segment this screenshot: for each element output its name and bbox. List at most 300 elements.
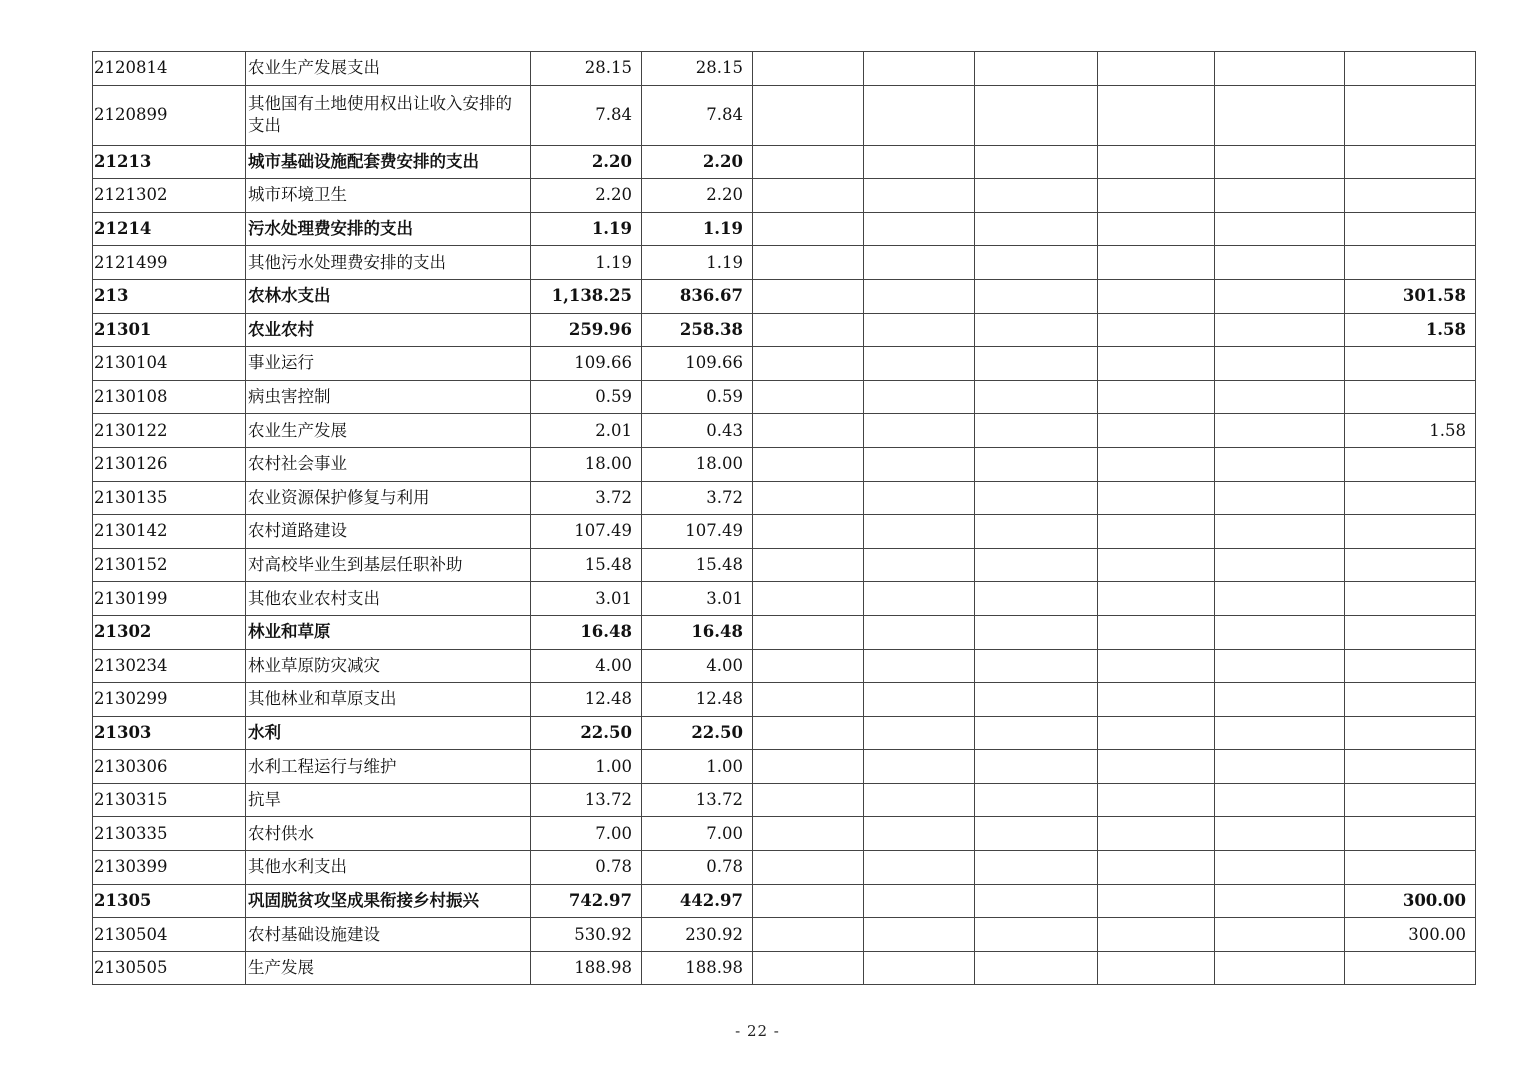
amount-cell-6 [1098,246,1215,280]
amount-cell-3 [753,582,864,616]
amount-cell-4 [864,515,975,549]
amount-cell-1: 530.92 [531,918,642,952]
amount-cell-8 [1345,380,1476,414]
amount-cell-7 [1215,716,1345,750]
name-cell: 抗旱 [246,783,531,817]
amount-cell-5 [975,884,1098,918]
amount-cell-8 [1345,179,1476,213]
amount-cell-6 [1098,582,1215,616]
code-cell: 2121302 [93,179,246,213]
table-row [93,447,1476,481]
amount-cell-7 [1215,884,1345,918]
amount-cell-7 [1215,851,1345,885]
amount-cell-1: 259.96 [531,313,642,347]
amount-cell-2: 0.43 [642,414,753,448]
amount-cell-5 [975,145,1098,179]
name-cell: 农村基础设施建设 [246,918,531,952]
table-row [93,918,1476,952]
amount-cell-8 [1345,548,1476,582]
amount-cell-5 [975,246,1098,280]
name-cell: 其他国有土地使用权出让收入安排的支出 [246,85,531,145]
amount-cell-1: 109.66 [531,347,642,381]
code-cell: 2121499 [93,246,246,280]
amount-cell-3 [753,716,864,750]
name-cell: 农村道路建设 [246,515,531,549]
amount-cell-6 [1098,481,1215,515]
amount-cell-1: 12.48 [531,683,642,717]
amount-cell-2: 2.20 [642,145,753,179]
amount-cell-1: 13.72 [531,783,642,817]
table-row [93,649,1476,683]
amount-cell-1: 2.20 [531,145,642,179]
amount-cell-3 [753,179,864,213]
amount-cell-3 [753,783,864,817]
amount-cell-8 [1345,515,1476,549]
amount-cell-3 [753,884,864,918]
amount-cell-3 [753,212,864,246]
name-cell: 其他农业农村支出 [246,582,531,616]
amount-cell-3 [753,347,864,381]
amount-cell-4 [864,716,975,750]
amount-cell-5 [975,347,1098,381]
amount-cell-4 [864,380,975,414]
amount-cell-2: 15.48 [642,548,753,582]
amount-cell-6 [1098,414,1215,448]
amount-cell-4 [864,851,975,885]
amount-cell-6 [1098,515,1215,549]
name-cell: 巩固脱贫攻坚成果衔接乡村振兴 [246,884,531,918]
amount-cell-2: 22.50 [642,716,753,750]
amount-cell-1: 16.48 [531,615,642,649]
amount-cell-3 [753,481,864,515]
amount-cell-7 [1215,85,1345,145]
amount-cell-2: 0.59 [642,380,753,414]
amount-cell-4 [864,279,975,313]
amount-cell-8 [1345,716,1476,750]
table-row [93,313,1476,347]
amount-cell-7 [1215,548,1345,582]
amount-cell-7 [1215,179,1345,213]
amount-cell-8: 300.00 [1345,884,1476,918]
amount-cell-7 [1215,750,1345,784]
amount-cell-8 [1345,851,1476,885]
name-cell: 农业生产发展 [246,414,531,448]
amount-cell-6 [1098,313,1215,347]
name-cell: 农业生产发展支出 [246,52,531,86]
amount-cell-2: 836.67 [642,279,753,313]
amount-cell-7 [1215,817,1345,851]
amount-cell-1: 3.72 [531,481,642,515]
amount-cell-8 [1345,750,1476,784]
amount-cell-5 [975,515,1098,549]
amount-cell-6 [1098,683,1215,717]
code-cell: 2130142 [93,515,246,549]
amount-cell-5 [975,783,1098,817]
amount-cell-7 [1215,481,1345,515]
code-cell: 21303 [93,716,246,750]
table-row [93,548,1476,582]
amount-cell-8 [1345,347,1476,381]
amount-cell-3 [753,951,864,985]
amount-cell-4 [864,145,975,179]
amount-cell-7 [1215,447,1345,481]
table-row [93,52,1476,86]
amount-cell-5 [975,85,1098,145]
amount-cell-3 [753,851,864,885]
name-cell: 水利 [246,716,531,750]
amount-cell-2: 3.01 [642,582,753,616]
amount-cell-3 [753,750,864,784]
amount-cell-7 [1215,347,1345,381]
amount-cell-6 [1098,851,1215,885]
code-cell: 2130505 [93,951,246,985]
amount-cell-8 [1345,85,1476,145]
amount-cell-7 [1215,951,1345,985]
amount-cell-3 [753,918,864,952]
page-number: - 22 - [735,1022,780,1040]
amount-cell-4 [864,951,975,985]
code-cell: 2130315 [93,783,246,817]
table-row [93,414,1476,448]
amount-cell-5 [975,313,1098,347]
amount-cell-3 [753,279,864,313]
amount-cell-5 [975,649,1098,683]
amount-cell-6 [1098,548,1215,582]
amount-cell-1: 0.78 [531,851,642,885]
amount-cell-8 [1345,145,1476,179]
amount-cell-2: 188.98 [642,951,753,985]
amount-cell-4 [864,649,975,683]
amount-cell-5 [975,279,1098,313]
table-row [93,179,1476,213]
table-row [93,347,1476,381]
amount-cell-8 [1345,649,1476,683]
amount-cell-3 [753,515,864,549]
code-cell: 2130299 [93,683,246,717]
amount-cell-6 [1098,884,1215,918]
amount-cell-2: 16.48 [642,615,753,649]
amount-cell-1: 188.98 [531,951,642,985]
amount-cell-8: 301.58 [1345,279,1476,313]
table-row [93,481,1476,515]
name-cell: 病虫害控制 [246,380,531,414]
amount-cell-3 [753,447,864,481]
code-cell: 21305 [93,884,246,918]
table-row [93,615,1476,649]
amount-cell-2: 2.20 [642,179,753,213]
amount-cell-4 [864,313,975,347]
amount-cell-3 [753,548,864,582]
amount-cell-7 [1215,649,1345,683]
amount-cell-8: 1.58 [1345,313,1476,347]
amount-cell-8 [1345,447,1476,481]
table-row [93,582,1476,616]
amount-cell-4 [864,783,975,817]
name-cell: 农村供水 [246,817,531,851]
table-row [93,851,1476,885]
amount-cell-1: 107.49 [531,515,642,549]
amount-cell-7 [1215,145,1345,179]
code-cell: 21213 [93,145,246,179]
amount-cell-8 [1345,582,1476,616]
amount-cell-7 [1215,582,1345,616]
amount-cell-2: 1.00 [642,750,753,784]
amount-cell-2: 7.00 [642,817,753,851]
name-cell: 其他水利支出 [246,851,531,885]
amount-cell-2: 4.00 [642,649,753,683]
amount-cell-4 [864,481,975,515]
amount-cell-1: 1,138.25 [531,279,642,313]
amount-cell-8 [1345,783,1476,817]
amount-cell-4 [864,179,975,213]
name-cell: 污水处理费安排的支出 [246,212,531,246]
amount-cell-5 [975,548,1098,582]
amount-cell-7 [1215,515,1345,549]
amount-cell-6 [1098,716,1215,750]
amount-cell-1: 7.84 [531,85,642,145]
amount-cell-1: 7.00 [531,817,642,851]
amount-cell-5 [975,683,1098,717]
name-cell: 对高校毕业生到基层任职补助 [246,548,531,582]
amount-cell-6 [1098,783,1215,817]
amount-cell-6 [1098,85,1215,145]
amount-cell-2: 109.66 [642,347,753,381]
amount-cell-1: 15.48 [531,548,642,582]
amount-cell-4 [864,447,975,481]
name-cell: 事业运行 [246,347,531,381]
amount-cell-1: 18.00 [531,447,642,481]
amount-cell-4 [864,246,975,280]
amount-cell-5 [975,716,1098,750]
amount-cell-6 [1098,918,1215,952]
amount-cell-7 [1215,615,1345,649]
amount-cell-4 [864,750,975,784]
code-cell: 2130104 [93,347,246,381]
table-row [93,783,1476,817]
code-cell: 2130152 [93,548,246,582]
amount-cell-8: 1.58 [1345,414,1476,448]
amount-cell-6 [1098,179,1215,213]
amount-cell-8 [1345,52,1476,86]
amount-cell-2: 1.19 [642,212,753,246]
amount-cell-7 [1215,683,1345,717]
code-cell: 2130504 [93,918,246,952]
amount-cell-5 [975,380,1098,414]
amount-cell-7 [1215,313,1345,347]
code-cell: 2130108 [93,380,246,414]
amount-cell-2: 3.72 [642,481,753,515]
amount-cell-3 [753,817,864,851]
code-cell: 2130399 [93,851,246,885]
table-row [93,716,1476,750]
amount-cell-5 [975,447,1098,481]
name-cell: 林业和草原 [246,615,531,649]
amount-cell-5 [975,481,1098,515]
amount-cell-6 [1098,951,1215,985]
amount-cell-5 [975,817,1098,851]
code-cell: 2130122 [93,414,246,448]
amount-cell-7 [1215,246,1345,280]
amount-cell-1: 2.20 [531,179,642,213]
amount-cell-2: 13.72 [642,783,753,817]
budget-table [92,51,1476,985]
table-row [93,246,1476,280]
amount-cell-7 [1215,414,1345,448]
amount-cell-4 [864,548,975,582]
code-cell: 2120814 [93,52,246,86]
amount-cell-8: 300.00 [1345,918,1476,952]
name-cell: 农业资源保护修复与利用 [246,481,531,515]
amount-cell-3 [753,145,864,179]
table-row [93,683,1476,717]
amount-cell-6 [1098,52,1215,86]
amount-cell-2: 442.97 [642,884,753,918]
amount-cell-4 [864,212,975,246]
amount-cell-7 [1215,212,1345,246]
amount-cell-3 [753,649,864,683]
code-cell: 2130306 [93,750,246,784]
amount-cell-2: 1.19 [642,246,753,280]
amount-cell-3 [753,414,864,448]
amount-cell-6 [1098,347,1215,381]
amount-cell-5 [975,414,1098,448]
amount-cell-1: 2.01 [531,414,642,448]
amount-cell-5 [975,179,1098,213]
table-row [93,279,1476,313]
amount-cell-7 [1215,918,1345,952]
name-cell: 其他林业和草原支出 [246,683,531,717]
amount-cell-1: 1.00 [531,750,642,784]
name-cell: 生产发展 [246,951,531,985]
amount-cell-4 [864,85,975,145]
name-cell: 农林水支出 [246,279,531,313]
amount-cell-2: 230.92 [642,918,753,952]
code-cell: 21214 [93,212,246,246]
amount-cell-6 [1098,817,1215,851]
amount-cell-5 [975,851,1098,885]
amount-cell-3 [753,380,864,414]
table-row [93,85,1476,145]
amount-cell-4 [864,884,975,918]
amount-cell-1: 22.50 [531,716,642,750]
amount-cell-2: 28.15 [642,52,753,86]
table-row [93,380,1476,414]
amount-cell-3 [753,615,864,649]
amount-cell-7 [1215,52,1345,86]
amount-cell-3 [753,246,864,280]
code-cell: 2130335 [93,817,246,851]
amount-cell-3 [753,683,864,717]
amount-cell-1: 28.15 [531,52,642,86]
code-cell: 2130234 [93,649,246,683]
amount-cell-5 [975,951,1098,985]
amount-cell-7 [1215,783,1345,817]
amount-cell-4 [864,615,975,649]
amount-cell-6 [1098,145,1215,179]
amount-cell-2: 107.49 [642,515,753,549]
table-row [93,884,1476,918]
budget-table-body [93,52,1476,985]
code-cell: 2130199 [93,582,246,616]
amount-cell-4 [864,918,975,952]
amount-cell-3 [753,313,864,347]
amount-cell-1: 742.97 [531,884,642,918]
amount-cell-5 [975,918,1098,952]
amount-cell-4 [864,414,975,448]
name-cell: 城市基础设施配套费安排的支出 [246,145,531,179]
amount-cell-8 [1345,212,1476,246]
amount-cell-2: 18.00 [642,447,753,481]
code-cell: 213 [93,279,246,313]
code-cell: 2130135 [93,481,246,515]
amount-cell-8 [1345,817,1476,851]
amount-cell-6 [1098,279,1215,313]
amount-cell-8 [1345,246,1476,280]
table-row [93,750,1476,784]
amount-cell-8 [1345,683,1476,717]
amount-cell-5 [975,582,1098,616]
name-cell: 农村社会事业 [246,447,531,481]
amount-cell-7 [1215,380,1345,414]
code-cell: 21302 [93,615,246,649]
name-cell: 其他污水处理费安排的支出 [246,246,531,280]
table-row [93,145,1476,179]
amount-cell-6 [1098,212,1215,246]
amount-cell-4 [864,52,975,86]
amount-cell-6 [1098,750,1215,784]
amount-cell-6 [1098,615,1215,649]
amount-cell-5 [975,52,1098,86]
amount-cell-8 [1345,951,1476,985]
amount-cell-5 [975,750,1098,784]
amount-cell-4 [864,347,975,381]
name-cell: 城市环境卫生 [246,179,531,213]
table-row [93,212,1476,246]
amount-cell-1: 0.59 [531,380,642,414]
code-cell: 2130126 [93,447,246,481]
amount-cell-1: 1.19 [531,246,642,280]
amount-cell-1: 4.00 [531,649,642,683]
amount-cell-5 [975,615,1098,649]
table-row [93,817,1476,851]
code-cell: 21301 [93,313,246,347]
amount-cell-2: 258.38 [642,313,753,347]
name-cell: 林业草原防灾减灾 [246,649,531,683]
amount-cell-8 [1345,481,1476,515]
table-row [93,951,1476,985]
amount-cell-8 [1345,615,1476,649]
amount-cell-5 [975,212,1098,246]
name-cell: 农业农村 [246,313,531,347]
amount-cell-2: 7.84 [642,85,753,145]
amount-cell-1: 3.01 [531,582,642,616]
table-row [93,515,1476,549]
amount-cell-6 [1098,447,1215,481]
code-cell: 2120899 [93,85,246,145]
amount-cell-6 [1098,380,1215,414]
amount-cell-3 [753,52,864,86]
amount-cell-1: 1.19 [531,212,642,246]
amount-cell-4 [864,817,975,851]
amount-cell-3 [753,85,864,145]
amount-cell-7 [1215,279,1345,313]
amount-cell-6 [1098,649,1215,683]
name-cell: 水利工程运行与维护 [246,750,531,784]
amount-cell-2: 0.78 [642,851,753,885]
amount-cell-2: 12.48 [642,683,753,717]
amount-cell-4 [864,582,975,616]
amount-cell-4 [864,683,975,717]
